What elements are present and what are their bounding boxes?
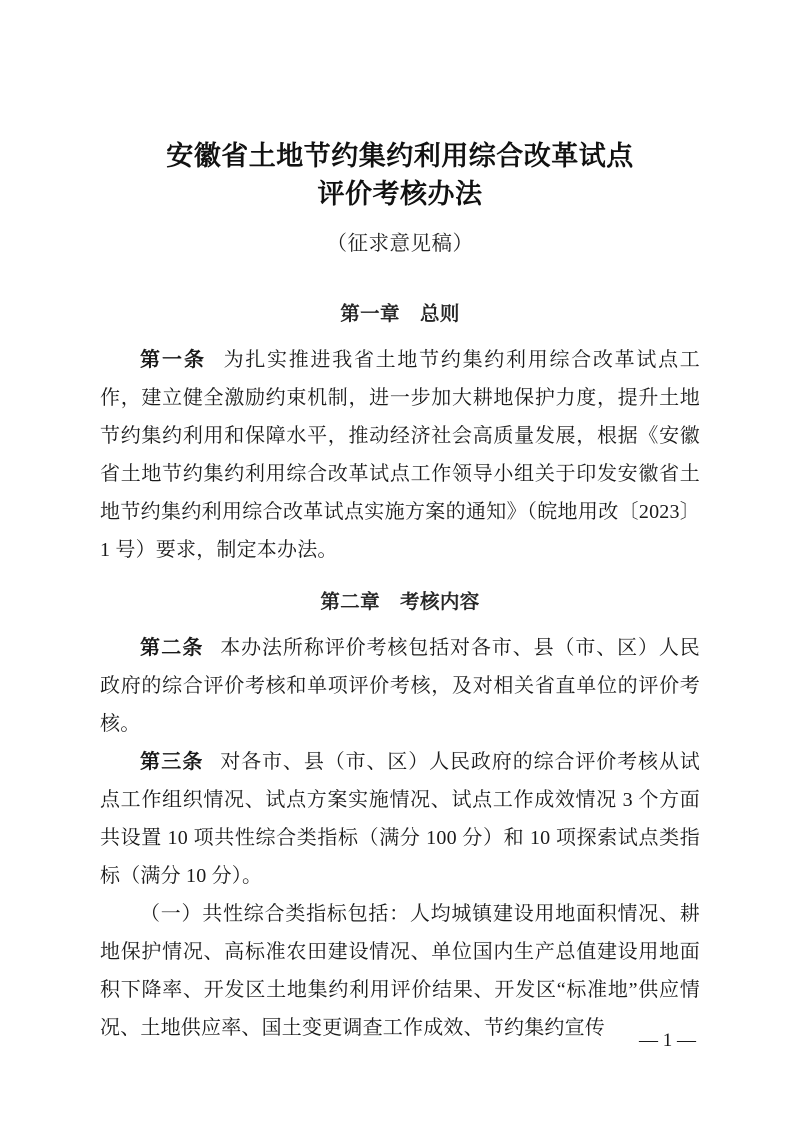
article-body-1: 为扎实推进我省土地节约集约利用综合改革试点工作，建立健全激励约束机制，进一步加大耕地保护力度，提升土地节约集约利用和保障水平，推动经济社会高质量发展，根据《安徽省土地节约集约利用综合改革试点工作领导小组关于印发安徽省土地节约集约利用综合改革试点实施方案的通知》（皖地用改〔2023〕1 号）要求，制定本办法。 [100,349,701,561]
article-body-4: （一）共性综合类指标包括：人均城镇建设用地面积情况、耕地保护情况、高标准农田建设情况、单位国内生产总值建设用地面积下降率、开发区土地集约利用评价结果、开发区“标准地”供应情况、土地供应率、国土变更调查工作成效、节约集约宣传 [100,903,700,1039]
page-title-line-1: 安徽省土地节约集约利用综合改革试点 [166,141,634,171]
article-label-3: 第三条 [140,751,204,773]
article-paragraph-2 [100,629,700,743]
chapter-1-number: 第一章 [340,303,400,325]
chapter-2-name: 考核内容 [400,591,480,613]
article-paragraph-3 [100,743,700,895]
article-paragraph-1 [100,341,700,569]
article-label-1: 第一条 [140,349,207,371]
chapter-1-name: 总则 [419,303,460,325]
article-label-2: 第二条 [140,637,204,659]
article-body-3: 对各市、县（市、区）人民政府的综合评价考核从试点工作组织情况、试点方案实施情况、试点工作成效情况 3 个方面共设置 10 项共性综合类指标（满分 100 分）和 10 项探索试点类指标（满分 10 分）。 [100,751,701,887]
page-title-line-2: 评价考核办法 [317,179,483,209]
document-content [100,0,700,1047]
page-title [100,0,700,213]
article-body-2: 本办法所称评价考核包括对各市、县（市、区）人民政府的综合评价考核和单项评价考核，及对相关省直单位的评价考核。 [100,637,701,735]
page-subtitle: （征求意见稿） [326,233,474,255]
chapter-heading-1 [100,259,700,341]
chapter-heading-2 [100,569,700,629]
page-number: — 1 — [639,1030,696,1051]
article-paragraph-4 [100,895,700,1047]
chapter-2-number: 第二章 [320,591,381,613]
